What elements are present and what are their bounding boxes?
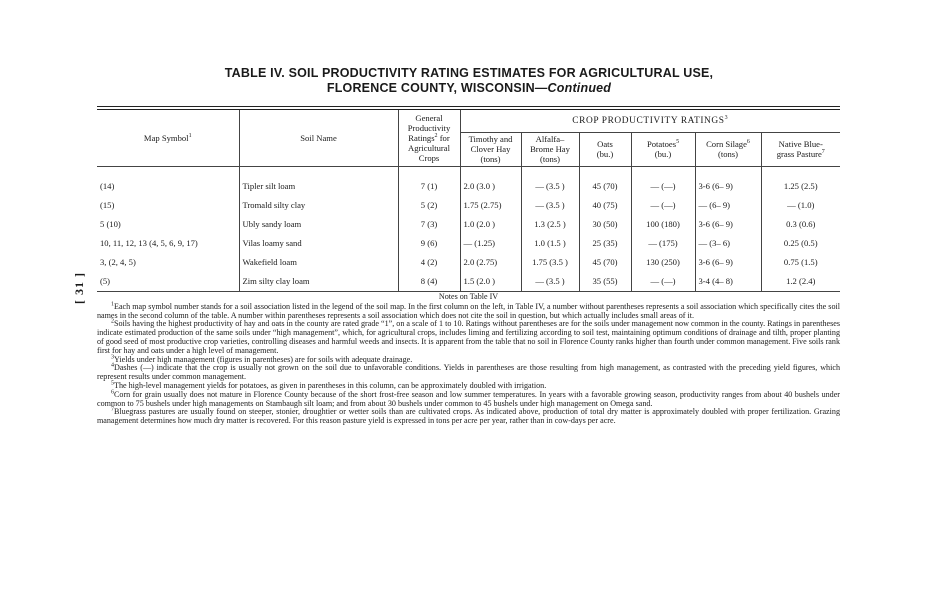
header-alfalfa: Alfalfa– Brome Hay (tons) <box>521 132 579 166</box>
table-row: 10, 11, 12, 13 (4, 5, 6, 9, 17) Vilas loamy sand 9 (6) — (1.25) 1.0 (1.5 ) 25 (35) — (175) — (3– 6) 0.25 (0.5) <box>97 234 840 253</box>
title-line-2: FLORENCE COUNTY, WISCONSIN—Continued <box>326 81 612 95</box>
notes-heading: Notes on Table IV <box>438 292 499 301</box>
table-notes <box>97 293 840 426</box>
note-2: $^2$Soils having the highest productivity of hay and oats in the county are rated grade “1”, on a scale of 1 to 10. Ratings without parentheses are for the soils under management now common in the county. Ratings in parentheses indicate estimated production of the same soils under “high management”, which, for agricultural crops, includes liming and fertilizing according to soil test, maintaining optimum conditions of drainage and tilth, proper planting of good seed of most productive crop varieties, controlling diseases and harmful weeds and insects. It is apparent from the table that no soil in Florence County ranks higher than fourth under common management. Five soils rank first for hay and oats under a high level of management. <box>97 318 840 355</box>
title-line-1: TABLE IV. SOIL PRODUCTIVITY RATING ESTIMATES FOR AGRICULTURAL USE, <box>224 66 714 80</box>
header-corn-silage: Corn Silage$^6$ (tons) <box>695 132 761 166</box>
header-timothy: Timothy and Clover Hay (tons) <box>460 132 521 166</box>
header-crop-ratings: CROP PRODUCTIVITY RATINGS$^3$ <box>460 110 840 132</box>
header-pasture: Native Blue- grass Pasture$^7$ <box>761 132 840 166</box>
page-number: [ 31 ] <box>72 272 86 304</box>
table-row: 5 (10) Ubly sandy loam 7 (3) 1.0 (2.0 ) 1.3 (2.5 ) 30 (50) 100 (180) 3-6 (6– 9) 0.3 (0.6) <box>97 215 840 234</box>
note-5: $^5$The high-level management yields for potatoes, as given in parentheses in this column, can be approximately doubled with irrigation. <box>111 380 547 390</box>
note-4: $^4$Dashes (—) indicate that the crop is usually not grown on the soil due to unfavorable conditions. Yields in parentheses are those resulting from high management, as contrasted with the preceding yield figures, which represent results under common management. <box>97 362 840 382</box>
header-soil-name: Soil Name <box>239 110 398 166</box>
header-oats: Oats (bu.) <box>579 132 631 166</box>
table-row: (15) Tromald silty clay 5 (2) 1.75 (2.75) — (3.5 ) 40 (75) — (—) — (6– 9) — (1.0) <box>97 196 840 215</box>
note-1: $^1$Each map symbol number stands for a soil association listed in the legend of the soil map. In the first column on the left, in Table IV, a number without parentheses represents a soil association which specifically cites the soil names in the second column of the table. A number within parentheses represents a soil association which does not cite the soil in question, but which actually includes small areas of it. <box>97 301 840 320</box>
table-row: (14) Tipler silt loam 7 (1) 2.0 (3.0 ) — (3.5 ) 45 (70) — (—) 3-6 (6– 9) 1.25 (2.5) <box>97 177 840 196</box>
header-potatoes: Potatoes$^5$ (bu.) <box>631 132 695 166</box>
header-map-symbol: Map Symbol$^1$ <box>97 110 239 166</box>
productivity-table <box>97 110 840 292</box>
note-7: $^7$Bluegrass pastures are usually found on steeper, stonier, droughtier or wetter soils than are cultivated crops. As indicated above, production of total dry matter is approximately doubled with proper fertilization. Grazing management determines how much dry matter is recovered. For this reason pasture yield is expressed in tons per acre per year, rather than in cow-days per acre. <box>97 406 840 426</box>
table-row: (5) Zim silty clay loam 8 (4) 1.5 (2.0 ) — (3.5 ) 35 (55) — (—) 3-4 (4– 8) 1.2 (2.4) <box>97 272 840 292</box>
header-general-rating: General Productivity Ratings$^2$ for Agricultural Crops <box>398 110 460 166</box>
continued-label: —Continued <box>534 81 612 95</box>
top-rule <box>97 106 840 107</box>
note-6: $^6$Corn for grain usually does not mature in Florence County because of the short frost-free season and low summer temperatures. In years with a favorable growing season, productivity ranges from about 40 bushels under common to 75 bushels under high managements on Stambaugh silt loam; and from about 30 bushels under common to 45 bushels under high management on Omega sand. <box>97 389 840 408</box>
note-3: $^3$Yields under high management (figures in parentheses) are for soils with adequate drainage. <box>111 353 413 364</box>
table-row: 3, (2, 4, 5) Wakefield loam 4 (2) 2.0 (2.75) 1.75 (3.5 ) 45 (70) 130 (250) 3-6 (6– 9) 0.75 (1.5) <box>97 253 840 272</box>
table-title <box>0 66 938 96</box>
